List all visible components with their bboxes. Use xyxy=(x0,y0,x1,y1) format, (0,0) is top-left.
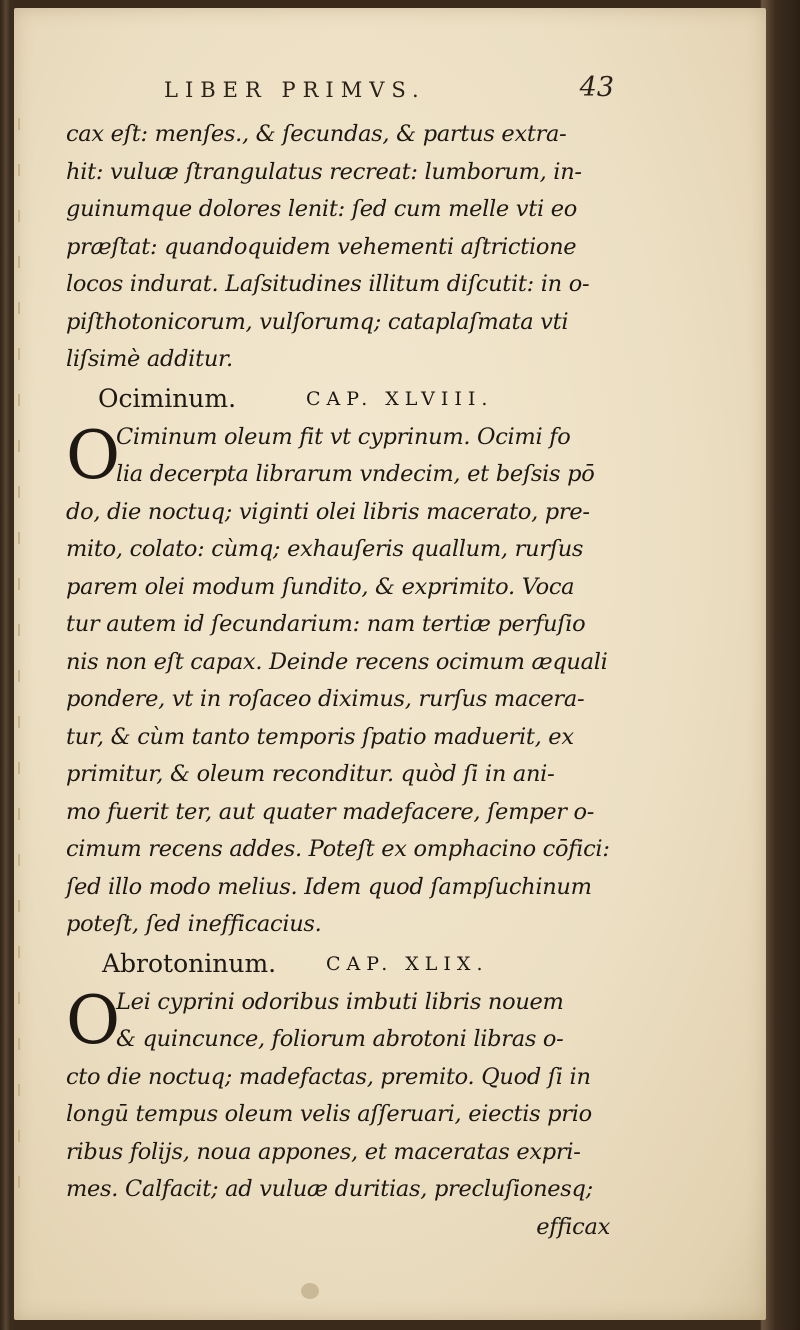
gutter-tick xyxy=(18,808,20,820)
text-line: poteſt, ſed inefficacius. xyxy=(66,911,322,937)
chapter-title: Ociminum. xyxy=(98,383,237,413)
chapter-heading xyxy=(66,379,616,419)
gutter-tick xyxy=(18,578,20,590)
gutter-tick xyxy=(18,302,20,314)
gutter-tick xyxy=(18,348,20,360)
text-line: parem olei modum ſundito, & exprimito. Voca xyxy=(66,573,575,600)
chapter-number: CAP. XLVIII. xyxy=(306,387,494,410)
page-header xyxy=(164,72,614,112)
text-line: liſsimè additur. xyxy=(66,346,233,372)
gutter-tick xyxy=(18,670,20,682)
gutter-tick xyxy=(18,394,20,406)
gutter-tick xyxy=(18,1084,20,1096)
text-line: Ciminum oleum fit vt cyprinum. Ocimi fo xyxy=(116,423,571,450)
chapter-paragraph xyxy=(66,981,616,1209)
text-line: tur autem id ſecundarium: nam tertiæ perfuſio xyxy=(66,611,586,637)
text-line: primitur, & oleum reconditur. quòd ſi in ani- xyxy=(66,761,555,787)
gutter-tick xyxy=(18,210,20,222)
text-line: tur, & cùm tanto temporis ſpatio maduerit, ex xyxy=(66,723,574,750)
intro-paragraph xyxy=(66,116,616,379)
text-line: lia decerpta librarum vndecim, et beſsis pō xyxy=(116,461,595,487)
chapter-paragraph xyxy=(66,416,616,944)
text-line: mo fuerit ter, aut quater madefacere, ſemper o- xyxy=(66,798,595,825)
text-line: locos indurat. Laſsitudines illitum diſcutit: in o- xyxy=(66,271,590,297)
gutter-marks xyxy=(16,118,26,1218)
chapter-title: Abrotoninum. xyxy=(102,948,277,978)
text-line: præſtat: quandoquidem vehementi aſtrictione xyxy=(66,233,577,260)
text-line: ſed illo modo melius. Idem quod ſampſuchinum xyxy=(66,873,592,900)
gutter-tick xyxy=(18,1038,20,1050)
catchword: efficax xyxy=(536,1213,610,1240)
chapter-number: CAP. XLIX. xyxy=(326,952,489,975)
page-body xyxy=(66,116,616,1246)
text-line: piſthotonicorum, vulſorumq; cataplaſmata vti xyxy=(66,308,569,335)
book-page xyxy=(14,8,766,1320)
gutter-tick xyxy=(18,854,20,866)
gutter-tick xyxy=(18,164,20,176)
gutter-tick xyxy=(18,118,20,130)
gutter-tick xyxy=(18,486,20,498)
text-line: Lei cyprini odoribus imbuti libris nouem xyxy=(116,988,564,1015)
paper-stain xyxy=(301,1283,319,1299)
text-line: & quincunce, foliorum abrotoni libras o- xyxy=(116,1026,564,1052)
text-line: cimum recens addes. Poteſt ex omphacino cōfici: xyxy=(66,836,610,862)
gutter-tick xyxy=(18,992,20,1004)
text-line: guinumque dolores lenit: ſed cum melle vti eo xyxy=(66,196,577,222)
text-line: cax eſt: menſes., & ſecundas, & partus extra- xyxy=(66,121,567,147)
drop-cap: O xyxy=(66,981,121,1059)
gutter-tick xyxy=(18,716,20,728)
chapter-heading xyxy=(66,944,616,984)
drop-cap: O xyxy=(66,416,121,494)
text-line: cto die noctuq; madefactas, premito. Quod ſi in xyxy=(66,1063,591,1090)
gutter-tick xyxy=(18,624,20,636)
text-line: hit: vuluæ ſtrangulatus recreat: lumborum, in- xyxy=(66,158,582,185)
text-line: mes. Calfacit; ad vuluæ duritias, precluſionesq; xyxy=(66,1176,593,1202)
gutter-tick xyxy=(18,1176,20,1188)
gutter-tick xyxy=(18,440,20,452)
text-line: do, die noctuq; viginti olei libris macerato, pre- xyxy=(66,498,590,525)
gutter-tick xyxy=(18,532,20,544)
text-line: mito, colato: cùmq; exhauſeris quallum, rurſus xyxy=(66,536,584,562)
text-line: pondere, vt in roſaceo diximus, rurſus macera- xyxy=(66,686,585,712)
page-number: 43 xyxy=(579,72,614,103)
text-line: longū tempus oleum velis aſſeruari, eiectis prio xyxy=(66,1101,592,1127)
gutter-tick xyxy=(18,1130,20,1142)
text-line: ribus folijs, noua appones, et maceratas expri- xyxy=(66,1138,581,1165)
gutter-tick xyxy=(18,762,20,774)
gutter-tick xyxy=(18,256,20,268)
gutter-tick xyxy=(18,946,20,958)
gutter-tick xyxy=(18,900,20,912)
text-line: nis non eſt capax. Deinde recens ocimum æquali xyxy=(66,648,608,675)
running-head: LIBER PRIMVS. xyxy=(164,78,426,102)
